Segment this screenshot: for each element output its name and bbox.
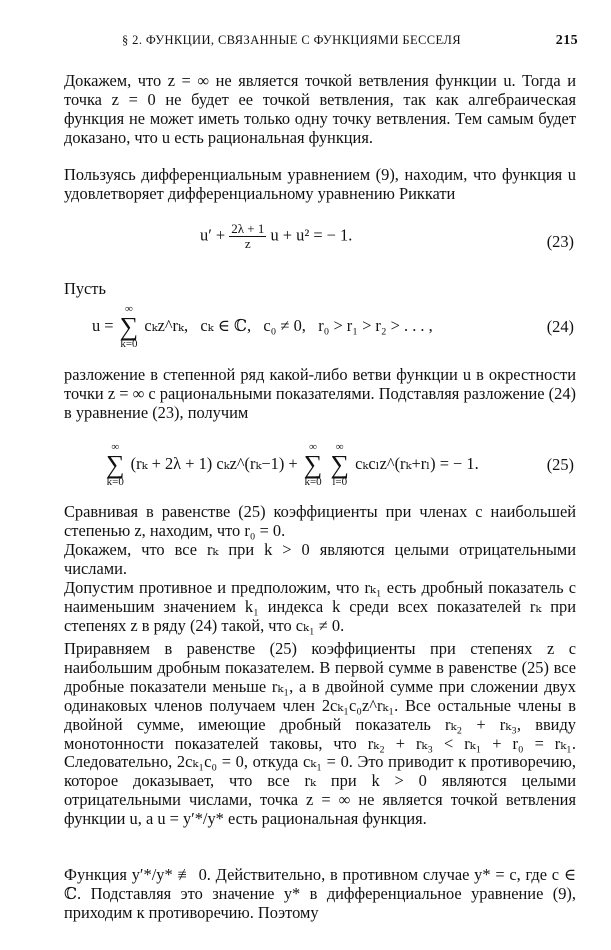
eq24-sum: ∞ ∑ k=0 <box>119 303 139 350</box>
eq24-term: cₖz^rₖ, <box>144 315 189 335</box>
eq25-sum-1: ∞ ∑ k=0 <box>106 441 125 488</box>
eq25-sum-3: ∞ ∑ l=0 <box>330 441 349 488</box>
eq23-tag: (23) <box>546 232 574 251</box>
eq23-numerator: 2λ + 1 <box>231 221 265 236</box>
eq25-sum3-top: ∞ <box>335 441 344 453</box>
eq24-tag: (24) <box>546 317 574 336</box>
eq24-lhs: u = <box>92 315 114 335</box>
eq25-tag: (25) <box>546 455 574 474</box>
eq25-term2: cₖcₗz^(rₖ+rₗ) = − 1. <box>355 453 479 473</box>
eq25-sum1-top: ∞ <box>111 441 120 453</box>
eq23-right: u + u² = − 1. <box>270 225 353 245</box>
eq25-sum2-top: ∞ <box>309 441 317 453</box>
paragraph-7: Допустим противное и предположим, что rₖ₁ есть дробный показатель с наименьшим значением k₁ индекса k среди всех показателей rₖ при степенях z в ряду (24) такой, что cₖ₁ ≠ 0. <box>64 578 576 635</box>
section-title: § 2. ФУНКЦИИ, СВЯЗАННЫЕ С ФУНКЦИЯМИ БЕССЕЛЯ <box>122 33 461 47</box>
running-header <box>64 33 578 53</box>
eq25-sum2-bottom: k=0 <box>304 476 322 488</box>
eq24-cond2: c₀ ≠ 0, <box>263 315 306 335</box>
eq24-cond1: cₖ ∈ ℂ, <box>200 315 252 335</box>
paragraph-5: Сравнивая в равенстве (25) коэффициенты при членах с наибольшей степенью z, находим, что r₀ = 0. <box>64 502 576 540</box>
eq24-cond3: r₀ > r₁ > r₂ > . . . , <box>318 315 433 335</box>
page-number: 215 <box>555 33 578 48</box>
eq25-sum1-bottom: k=0 <box>106 476 124 488</box>
eq25-sum3-bottom: l=0 <box>332 476 348 488</box>
eq25-term1: (rₖ + 2λ + 1) cₖz^(rₖ−1) + <box>130 453 298 473</box>
eq23-denominator: z <box>244 236 251 251</box>
eq25-sum-2: ∞ ∑ k=0 <box>303 441 323 488</box>
eq24-sum-bottom: k=0 <box>120 338 138 350</box>
paragraph-9: Функция y′*/y* ≢ 0. Действительно, в противном случае y* = c, где c ∈ ℂ. Подставляя это значение y* в дифференциальное уравнение (9), приходим к противоречию. Поэтому <box>64 865 576 922</box>
eq23-left: u′ + <box>200 225 226 245</box>
eq24-sum-top: ∞ <box>125 303 133 315</box>
paragraph-2: Пользуясь дифференциальным уравнением (9), находим, что функция u удовлетворяет дифференциальному уравнению Риккати <box>64 165 576 203</box>
equation-23 <box>64 222 576 262</box>
eq23-fraction <box>229 222 266 251</box>
equation-25 <box>64 438 576 488</box>
paragraph-4: разложение в степенной ряд какой-либо ветви функции u в окрестности точки z = ∞ с рациональными показателями. Подставляя разложение (24) в уравнение (23), получим <box>64 365 576 422</box>
equation-24 <box>64 300 576 348</box>
paragraph-6: Докажем, что все rₖ при k > 0 являются целыми отрицательными числами. <box>64 540 576 578</box>
paragraph-3: Пусть <box>64 279 106 298</box>
paragraph-8: Приравняем в равенстве (25) коэффициенты при степенях z с наибольшим дробным показателем. В первой сумме в равенстве (25) все дробные показатели меньше rₖ₁, а в двойной сумме при сложении двух одинаковых членов получаем член 2cₖ₁c₀z^rₖ₁. Все остальные члены в двойной сумме, имеющие дробный показатель rₖ₂ + rₖ₃, ввиду монотонности показателей таковы, что rₖ₂ + rₖ₃ < rₖ₁ + r₀ = rₖ₁. Следовательно, 2cₖ₁c₀ = 0, откуда cₖ₁ = 0. Это приводит к противоречию, которое доказывает, что все rₖ при k > 0 являются целыми отрицательными числами, точка z = ∞ не является точкой ветвления функции u, а u = y′*/y* есть рациональная функция. <box>64 639 576 829</box>
paragraph-1: Докажем, что z = ∞ не является точкой ветвления функции u. Тогда и точка z = 0 не будет ее точкой ветвления, так как алгебраическая функция не может иметь только одну точку ветвления. Тем самым будет доказано, что u есть рациональная функция. <box>64 71 576 147</box>
